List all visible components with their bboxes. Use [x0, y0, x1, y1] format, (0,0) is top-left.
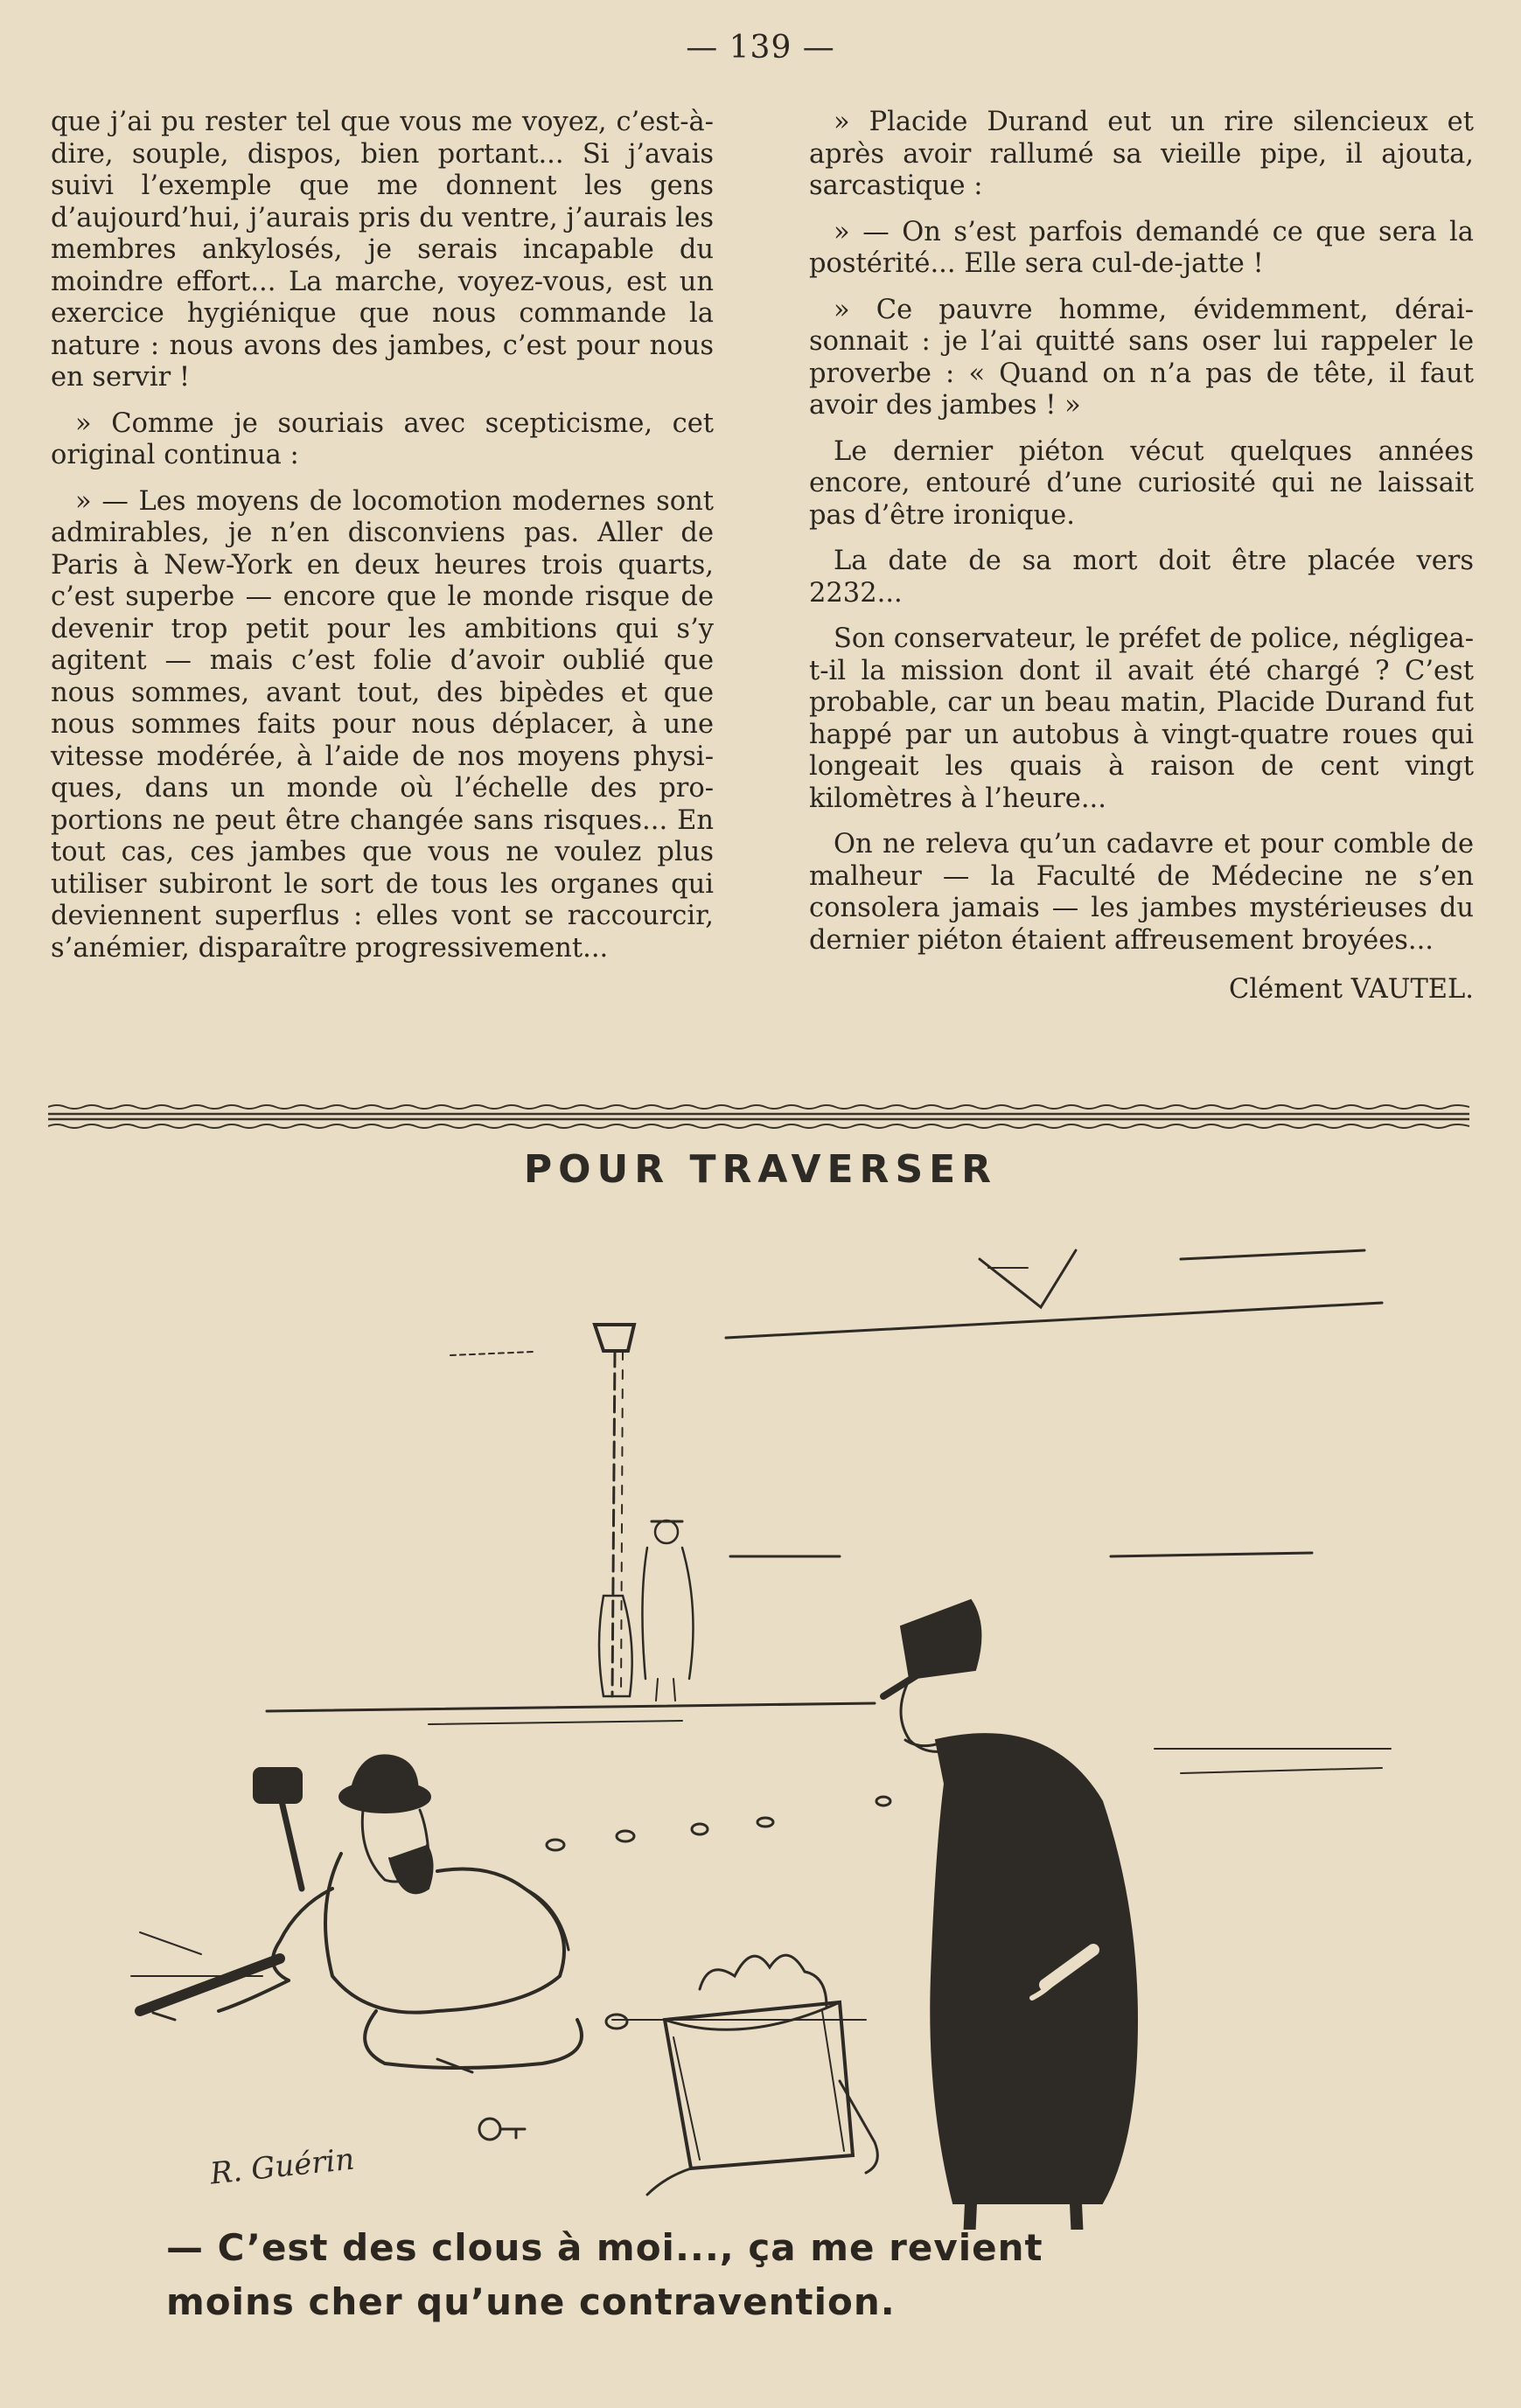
right-paragraph-6: Son conservateur, le préfet de police, négligea-t-il la mission dont il avait été chargé ? C’est probable, car un beau matin, Placide Durand fut happé par un autobus à vingt-quatre roues qui longeait les quais à raison de cent vingt kilomètres à l’heure...: [809, 623, 1474, 814]
right-paragraph-3: » Ce pauvre homme, évidemment, déraisonnait : je l’ai quitté sans oser lui rappeler le proverbe : « Quand on n’a pas de tête, il faut avoir des jambes ! »: [809, 294, 1474, 421]
page-number: — 139 —: [686, 30, 835, 66]
crossing-studs: [547, 1797, 890, 2029]
left-paragraph-2: » Comme je souriais avec scepticisme, cet original continua :: [51, 407, 714, 470]
caption-line-1: — C’est des clous à moi..., ça me revient: [166, 2226, 1043, 2269]
left-paragraph-3: » — Les moyens de locomotion modernes sont admirables, je n’en disconviens pas. Aller de Paris à New-York en deux heures trois quarts, c’est superbe — encore que le monde risque de devenir trop petit pour les ambitions qui s’y agitent — mais c’est folie d’avoir oublié que nous sommes, avant tout, des bipèdes et que nous sommes faits pour nous déplacer, à une vitesse modérée, à l’aide de nos moyens physiques, dans un monde où l’échelle des proportions ne peut être changée sans risques... En tout cas, ces jambes que vous ne voulez plus utiliser subiront le sort de tous les organes qui deviennent superflus : elles vont se raccourcir, s’anémier, disparaître progressivement...: [51, 485, 714, 964]
cartoon-caption: [166, 2221, 1408, 2329]
right-paragraph-2: » — On s’est parfois demandé ce que sera la postérité... Elle sera cul-de-jatte !: [809, 216, 1474, 279]
right-paragraph-1: » Placide Durand eut un rire silencieux et après avoir rallumé sa vieille pipe, il ajouta, sarcastique :: [809, 107, 1474, 201]
lamp-post: [595, 1325, 634, 1696]
right-paragraph-7: On ne releva qu’un cadavre et pour comble de malheur — la Faculté de Médecine ne s’en consolera jamais — les jambes mystérieuses du dernier piéton étaient affreusement broyées...: [809, 829, 1474, 956]
cartoon-title: POUR TRAVERSER: [523, 1147, 998, 1192]
decorative-wavy-rule: [48, 1103, 1469, 1130]
author-signature: Clément VAUTEL.: [1229, 974, 1474, 1005]
left-paragraph-1: que j’ai pu rester tel que vous me voyez, c’est-à-dire, souple, dispos, bien portant... Si j’avais suivi l’exemple que me donnent les gens d’aujourd’hui, j’aurais pris du ventre, j’aurais les membres ankylosés, je serais incapable du moindre effort... La marche, voyez-vous, est un exercice hygiénique que nous commande la nature : nous avons des jambes, c’est pour nous en servir !: [51, 107, 714, 393]
right-paragraph-4: Le dernier piéton vécut quelques années encore, entouré d’une curiosité qui ne laissait pas d’être ironique.: [809, 435, 1474, 531]
horizon-lines: [131, 1250, 1391, 2020]
cartoon-illustration: [0, 1137, 1521, 2230]
left-text-column: [51, 107, 714, 978]
worker-figure: [140, 1755, 582, 2140]
basket-of-studs: [647, 1955, 877, 2195]
policeman-figure: [883, 1600, 1137, 2230]
right-paragraph-5: La date de sa mort doit être placée vers 2232...: [809, 546, 1474, 609]
caption-line-2: moins cher qu’une contravention.: [166, 2280, 896, 2323]
artist-signature: R. Guérin: [208, 2141, 357, 2192]
right-text-column: [809, 107, 1474, 1020]
